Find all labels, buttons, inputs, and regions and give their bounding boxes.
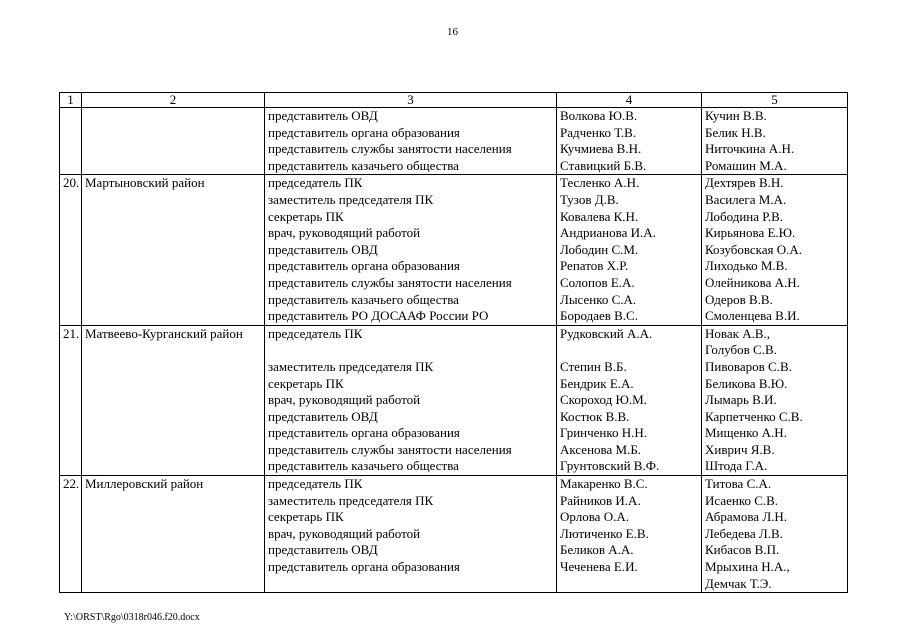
reserve-name: Белик Н.В.: [705, 124, 766, 140]
reserve-name: Новак А.В.,: [705, 325, 770, 341]
member-name: Макаренко В.С.: [560, 476, 648, 492]
role-line: представитель РО ДОСААФ России РО: [268, 308, 489, 324]
district-name: Матвеево-Курганский район: [82, 325, 265, 475]
table-row: [60, 108, 848, 175]
reserve-name: Абрамова Л.Н.: [705, 509, 788, 525]
role-line: председатель ПК: [268, 476, 363, 492]
role-line: представитель ОВД: [268, 108, 378, 123]
role-line: секретарь ПК: [268, 509, 344, 525]
member-name: Ковалева К.Н.: [560, 208, 639, 224]
commission-table: [59, 92, 848, 593]
role-line: врач, руководящий работой: [268, 225, 421, 241]
member-name: Лысенко С.А.: [560, 291, 637, 307]
member-name: Бендрик Е.А.: [560, 375, 634, 391]
reserve-name: Лебедева Л.В.: [705, 525, 783, 541]
district-name: Мартыновский район: [82, 175, 265, 325]
role-line: представитель органа образования: [268, 258, 460, 274]
member-name: Орлова О.А.: [560, 509, 629, 525]
role-line: представитель органа образования: [268, 559, 460, 575]
member-name: Чеченева Е.И.: [560, 559, 638, 575]
role-line: представитель органа образования: [268, 124, 460, 140]
role-line: представитель службы занятости населения: [268, 441, 512, 457]
member-cell: [557, 175, 702, 325]
file-path-footer: Y:\ORST\Rgo\0318r046.f20.docx: [64, 612, 200, 623]
role-line: представитель казачьего общества: [268, 458, 459, 474]
member-name: Репатов Х.Р.: [560, 258, 629, 274]
reserve-name: Ниточкина А.Н.: [705, 141, 795, 157]
district-name: [82, 108, 265, 175]
role-line: [268, 342, 553, 359]
member-name: Аксенова М.Б.: [560, 441, 642, 457]
row-number: [60, 108, 82, 175]
reserve-name: Лободина Р.В.: [705, 208, 784, 224]
member-name: Солопов Е.А.: [560, 274, 635, 290]
reserve-name: Штода Г.А.: [705, 458, 768, 474]
member-name: Костюк В.В.: [560, 408, 630, 424]
member-name: Грунтовский В.Ф.: [560, 458, 660, 474]
role-cell: [265, 175, 557, 325]
role-cell: [265, 476, 557, 593]
row-number: 22.: [60, 476, 82, 593]
member-name: Бородаев В.С.: [560, 308, 638, 324]
reserve-name: Дехтярев В.Н.: [705, 175, 784, 191]
role-line: представитель ОВД: [268, 241, 378, 257]
reserve-name: Лымарь В.И.: [705, 392, 777, 408]
member-name: Лободин С.М.: [560, 241, 639, 257]
reserve-cell: [702, 325, 848, 475]
role-line: представитель органа образования: [268, 425, 460, 441]
reserve-name: Мрыхина Н.А.,: [705, 559, 790, 575]
table-header-row: [60, 93, 848, 108]
member-name: Райников И.А.: [560, 492, 641, 508]
role-line: представитель службы занятости населения: [268, 274, 512, 290]
table-row: [60, 325, 848, 475]
reserve-name: Голубов С.В.: [705, 342, 777, 358]
table-row: [60, 175, 848, 325]
role-line: представитель ОВД: [268, 542, 378, 558]
role-line: секретарь ПК: [268, 208, 344, 224]
reserve-name: Василега М.А.: [705, 191, 787, 207]
member-cell: [557, 108, 702, 175]
role-line: врач, руководящий работой: [268, 525, 421, 541]
reserve-name: Беликова В.Ю.: [705, 375, 788, 391]
member-name: Радченко Т.В.: [560, 124, 637, 140]
reserve-name: Одеров В.В.: [705, 291, 773, 307]
member-name: [560, 342, 698, 359]
reserve-name: Кибасов В.П.: [705, 542, 780, 558]
reserve-name: Кирьянова Е.Ю.: [705, 225, 796, 241]
row-number: 21.: [60, 325, 82, 475]
reserve-name: Мищенко А.Н.: [705, 425, 787, 441]
member-name: Кучмиева В.Н.: [560, 141, 642, 157]
member-name: Беликов А.А.: [560, 542, 634, 558]
reserve-name: Козубовская О.А.: [705, 241, 803, 257]
role-cell: [265, 108, 557, 175]
role-line: представитель казачьего общества: [268, 291, 459, 307]
reserve-cell: [702, 108, 848, 175]
member-name: [560, 576, 698, 593]
role-line: заместитель председателя ПК: [268, 358, 434, 374]
page-number: 16: [447, 26, 458, 38]
reserve-cell: [702, 175, 848, 325]
header-col-3: 3: [265, 93, 557, 108]
member-name: Гринченко Н.Н.: [560, 425, 648, 441]
header-col-4: 4: [557, 93, 702, 108]
reserve-name: Пивоваров С.В.: [705, 358, 792, 374]
role-line: секретарь ПК: [268, 375, 344, 391]
member-name: Рудковский А.А.: [560, 325, 653, 341]
reserve-name: Лиходько М.В.: [705, 258, 788, 274]
header-col-1: 1: [60, 93, 82, 108]
reserve-name: Титова С.А.: [705, 476, 772, 492]
role-line: представитель казачьего общества: [268, 157, 459, 173]
header-col-5: 5: [702, 93, 848, 108]
reserve-name: Демчак Т.Э.: [705, 575, 772, 591]
role-line: заместитель председателя ПК: [268, 191, 434, 207]
reserve-name: Хиврич Я.В.: [705, 441, 775, 457]
reserve-cell: [702, 476, 848, 593]
role-line: председатель ПК: [268, 325, 363, 341]
role-line: представитель ОВД: [268, 408, 378, 424]
row-number: 20.: [60, 175, 82, 325]
member-name: Скороход Ю.М.: [560, 392, 647, 408]
district-name: Миллеровский район: [82, 476, 265, 593]
member-cell: [557, 325, 702, 475]
role-line: представитель службы занятости населения: [268, 141, 512, 157]
reserve-name: Кучин В.В.: [705, 108, 767, 123]
member-name: Лютиченко Е.В.: [560, 525, 649, 541]
member-cell: [557, 476, 702, 593]
role-line: [268, 576, 553, 593]
table-row: [60, 476, 848, 593]
reserve-name: Смоленцева В.И.: [705, 308, 800, 324]
role-line: врач, руководящий работой: [268, 392, 421, 408]
role-line: председатель ПК: [268, 175, 363, 191]
member-name: Тузов Д.В.: [560, 191, 619, 207]
member-name: Волкова Ю.В.: [560, 108, 638, 123]
member-name: Андрианова И.А.: [560, 225, 656, 241]
reserve-name: Исаенко С.В.: [705, 492, 779, 508]
reserve-name: Олейникова А.Н.: [705, 274, 800, 290]
role-cell: [265, 325, 557, 475]
reserve-name: Карпетченко С.В.: [705, 408, 803, 424]
header-col-2: 2: [82, 93, 265, 108]
member-name: Ставицкий Б.В.: [560, 157, 647, 173]
member-name: Степин В.Б.: [560, 358, 627, 374]
member-name: Тесленко А.Н.: [560, 175, 640, 191]
reserve-name: Ромашин М.А.: [705, 157, 787, 173]
role-line: заместитель председателя ПК: [268, 492, 434, 508]
